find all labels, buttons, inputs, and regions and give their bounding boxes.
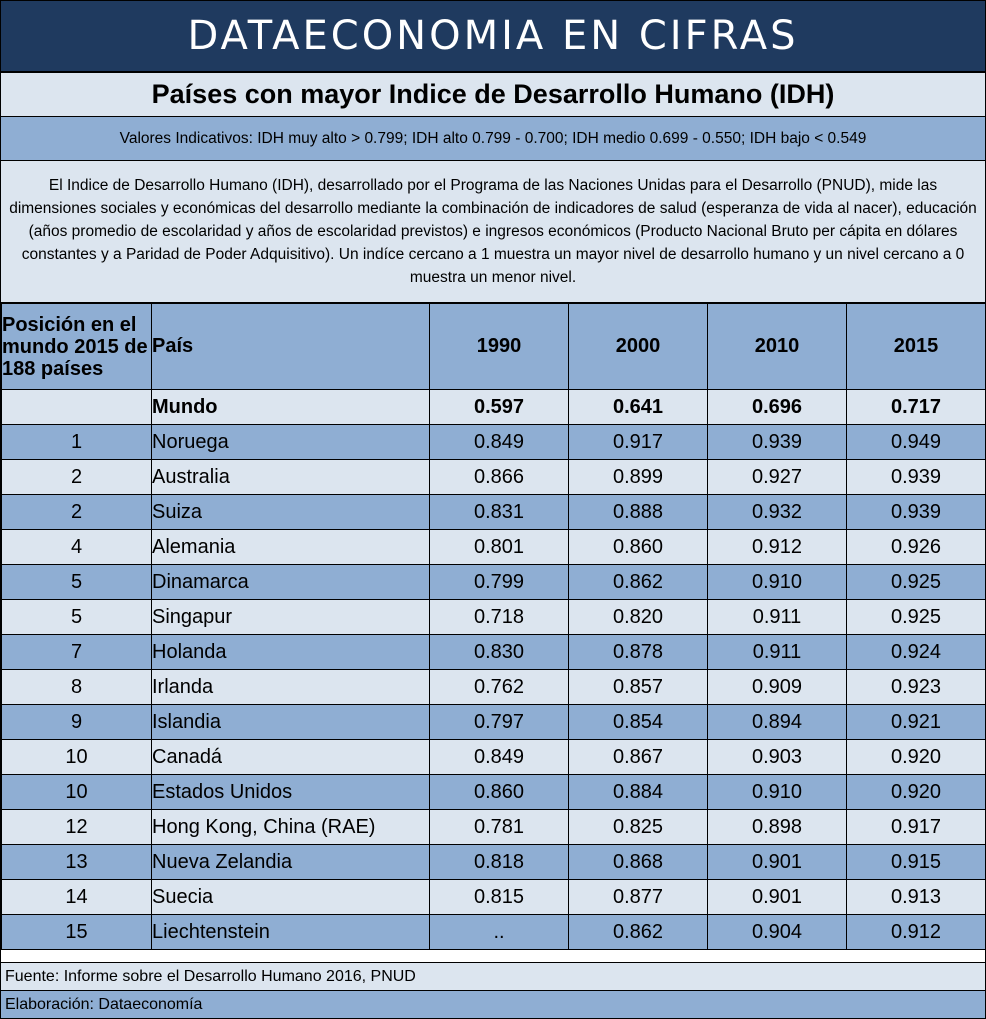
cell-value-2015: 0.939 xyxy=(847,495,986,530)
cell-value-2000: 0.878 xyxy=(569,635,708,670)
cell-position: 4 xyxy=(2,530,152,565)
table-row xyxy=(2,810,986,845)
cell-value-2000: 0.862 xyxy=(569,565,708,600)
cell-value-1990: 0.781 xyxy=(430,810,569,845)
cell-position: 10 xyxy=(2,740,152,775)
table-row xyxy=(2,425,986,460)
cell-value-2000: 0.917 xyxy=(569,425,708,460)
world-value-2010: 0.696 xyxy=(708,390,847,425)
cell-value-2000: 0.860 xyxy=(569,530,708,565)
cell-value-1990: 0.849 xyxy=(430,740,569,775)
cell-country: Liechtenstein xyxy=(152,915,430,950)
cell-country: Suiza xyxy=(152,495,430,530)
cell-value-1990: .. xyxy=(430,915,569,950)
cell-position: 15 xyxy=(2,915,152,950)
cell-country: Nueva Zelandia xyxy=(152,845,430,880)
cell-value-2000: 0.868 xyxy=(569,845,708,880)
header-country: País xyxy=(152,304,430,390)
cell-value-2015: 0.921 xyxy=(847,705,986,740)
table-row xyxy=(2,530,986,565)
cell-value-2000: 0.854 xyxy=(569,705,708,740)
cell-value-1990: 0.849 xyxy=(430,425,569,460)
table-row xyxy=(2,775,986,810)
cell-value-2010: 0.910 xyxy=(708,775,847,810)
table-row xyxy=(2,880,986,915)
cell-position: 2 xyxy=(2,460,152,495)
header-year-2000: 2000 xyxy=(569,304,708,390)
cell-value-2000: 0.867 xyxy=(569,740,708,775)
table-row xyxy=(2,845,986,880)
cell-value-2010: 0.911 xyxy=(708,635,847,670)
table-row xyxy=(2,635,986,670)
world-row xyxy=(2,390,986,425)
cell-country: Suecia xyxy=(152,880,430,915)
table-header-row xyxy=(2,304,986,390)
world-country: Mundo xyxy=(152,390,430,425)
banner-title: DATAECONOMIA EN CIFRAS xyxy=(1,1,985,73)
cell-value-2015: 0.923 xyxy=(847,670,986,705)
cell-value-2015: 0.949 xyxy=(847,425,986,460)
cell-value-2010: 0.910 xyxy=(708,565,847,600)
cell-value-2000: 0.899 xyxy=(569,460,708,495)
table-row xyxy=(2,915,986,950)
cell-country: Alemania xyxy=(152,530,430,565)
cell-value-1990: 0.799 xyxy=(430,565,569,600)
table-row xyxy=(2,705,986,740)
cell-value-2015: 0.915 xyxy=(847,845,986,880)
cell-value-1990: 0.866 xyxy=(430,460,569,495)
cell-value-2010: 0.901 xyxy=(708,880,847,915)
cell-country: Dinamarca xyxy=(152,565,430,600)
cell-value-1990: 0.718 xyxy=(430,600,569,635)
cell-value-2010: 0.932 xyxy=(708,495,847,530)
cell-value-2015: 0.917 xyxy=(847,810,986,845)
cell-position: 2 xyxy=(2,495,152,530)
table-row xyxy=(2,460,986,495)
cell-position: 12 xyxy=(2,810,152,845)
cell-value-2015: 0.924 xyxy=(847,635,986,670)
cell-value-1990: 0.797 xyxy=(430,705,569,740)
cell-country: Hong Kong, China (RAE) xyxy=(152,810,430,845)
cell-value-2000: 0.877 xyxy=(569,880,708,915)
cell-value-1990: 0.830 xyxy=(430,635,569,670)
world-value-1990: 0.597 xyxy=(430,390,569,425)
cell-value-1990: 0.860 xyxy=(430,775,569,810)
credit-note: Elaboración: Dataeconomía xyxy=(1,991,985,1018)
cell-value-2010: 0.927 xyxy=(708,460,847,495)
cell-value-2000: 0.857 xyxy=(569,670,708,705)
cell-value-2010: 0.901 xyxy=(708,845,847,880)
cell-position: 13 xyxy=(2,845,152,880)
cell-value-2015: 0.912 xyxy=(847,915,986,950)
table-row xyxy=(2,740,986,775)
cell-value-1990: 0.815 xyxy=(430,880,569,915)
cell-value-2015: 0.925 xyxy=(847,565,986,600)
cell-position: 8 xyxy=(2,670,152,705)
cell-position: 7 xyxy=(2,635,152,670)
cell-value-2015: 0.939 xyxy=(847,460,986,495)
indicative-values-legend: Valores Indicativos: IDH muy alto > 0.799; IDH alto 0.799 - 0.700; IDH medio 0.699 - 0.550; IDH bajo < 0.549 xyxy=(1,117,985,161)
table-row xyxy=(2,565,986,600)
cell-country: Canadá xyxy=(152,740,430,775)
cell-country: Australia xyxy=(152,460,430,495)
cell-value-2010: 0.894 xyxy=(708,705,847,740)
cell-value-2015: 0.913 xyxy=(847,880,986,915)
cell-value-2010: 0.903 xyxy=(708,740,847,775)
cell-country: Estados Unidos xyxy=(152,775,430,810)
description-text: El Indice de Desarrollo Humano (IDH), desarrollado por el Programa de las Naciones Unidas para el Desarrollo (PNUD), mide las dimensiones sociales y económicas del desarrollo mediante la combinación de indicadores de salud (esperanza de vida al nacer), educación (años promedio de escolaridad y años de escolaridad previstos) e ingresos económicos (Producto Nacional Bruto per cápita en dólares constantes y a Paridad de Poder Adquisitivo). Un indíce cercano a 1 muestra un mayor nivel de desarrollo humano y un nivel cercano a 0 muestra un menor nivel. xyxy=(1,161,985,303)
header-year-1990: 1990 xyxy=(430,304,569,390)
source-note: Fuente: Informe sobre el Desarrollo Humano 2016, PNUD xyxy=(1,962,985,991)
table-row xyxy=(2,600,986,635)
cell-value-1990: 0.818 xyxy=(430,845,569,880)
header-year-2015: 2015 xyxy=(847,304,986,390)
idh-table xyxy=(1,303,986,950)
table-row xyxy=(2,495,986,530)
cell-value-2010: 0.909 xyxy=(708,670,847,705)
cell-value-2010: 0.904 xyxy=(708,915,847,950)
cell-value-2000: 0.820 xyxy=(569,600,708,635)
cell-position: 5 xyxy=(2,600,152,635)
cell-value-2010: 0.911 xyxy=(708,600,847,635)
cell-country: Holanda xyxy=(152,635,430,670)
cell-position: 14 xyxy=(2,880,152,915)
cell-value-1990: 0.801 xyxy=(430,530,569,565)
cell-position: 1 xyxy=(2,425,152,460)
cell-value-2000: 0.825 xyxy=(569,810,708,845)
world-position xyxy=(2,390,152,425)
cell-value-2000: 0.888 xyxy=(569,495,708,530)
cell-position: 5 xyxy=(2,565,152,600)
cell-country: Irlanda xyxy=(152,670,430,705)
cell-value-2010: 0.898 xyxy=(708,810,847,845)
cell-value-2015: 0.920 xyxy=(847,740,986,775)
cell-country: Noruega xyxy=(152,425,430,460)
cell-country: Singapur xyxy=(152,600,430,635)
cell-value-2010: 0.939 xyxy=(708,425,847,460)
cell-value-2015: 0.925 xyxy=(847,600,986,635)
page-title: Países con mayor Indice de Desarrollo Humano (IDH) xyxy=(1,73,985,117)
cell-value-2000: 0.862 xyxy=(569,915,708,950)
header-year-2010: 2010 xyxy=(708,304,847,390)
cell-position: 10 xyxy=(2,775,152,810)
table-row xyxy=(2,670,986,705)
cell-country: Islandia xyxy=(152,705,430,740)
cell-value-2015: 0.926 xyxy=(847,530,986,565)
header-position: Posición en el mundo 2015 de 188 países xyxy=(2,304,152,390)
cell-value-2015: 0.920 xyxy=(847,775,986,810)
world-value-2015: 0.717 xyxy=(847,390,986,425)
cell-value-1990: 0.762 xyxy=(430,670,569,705)
cell-value-1990: 0.831 xyxy=(430,495,569,530)
world-value-2000: 0.641 xyxy=(569,390,708,425)
cell-position: 9 xyxy=(2,705,152,740)
cell-value-2010: 0.912 xyxy=(708,530,847,565)
cell-value-2000: 0.884 xyxy=(569,775,708,810)
